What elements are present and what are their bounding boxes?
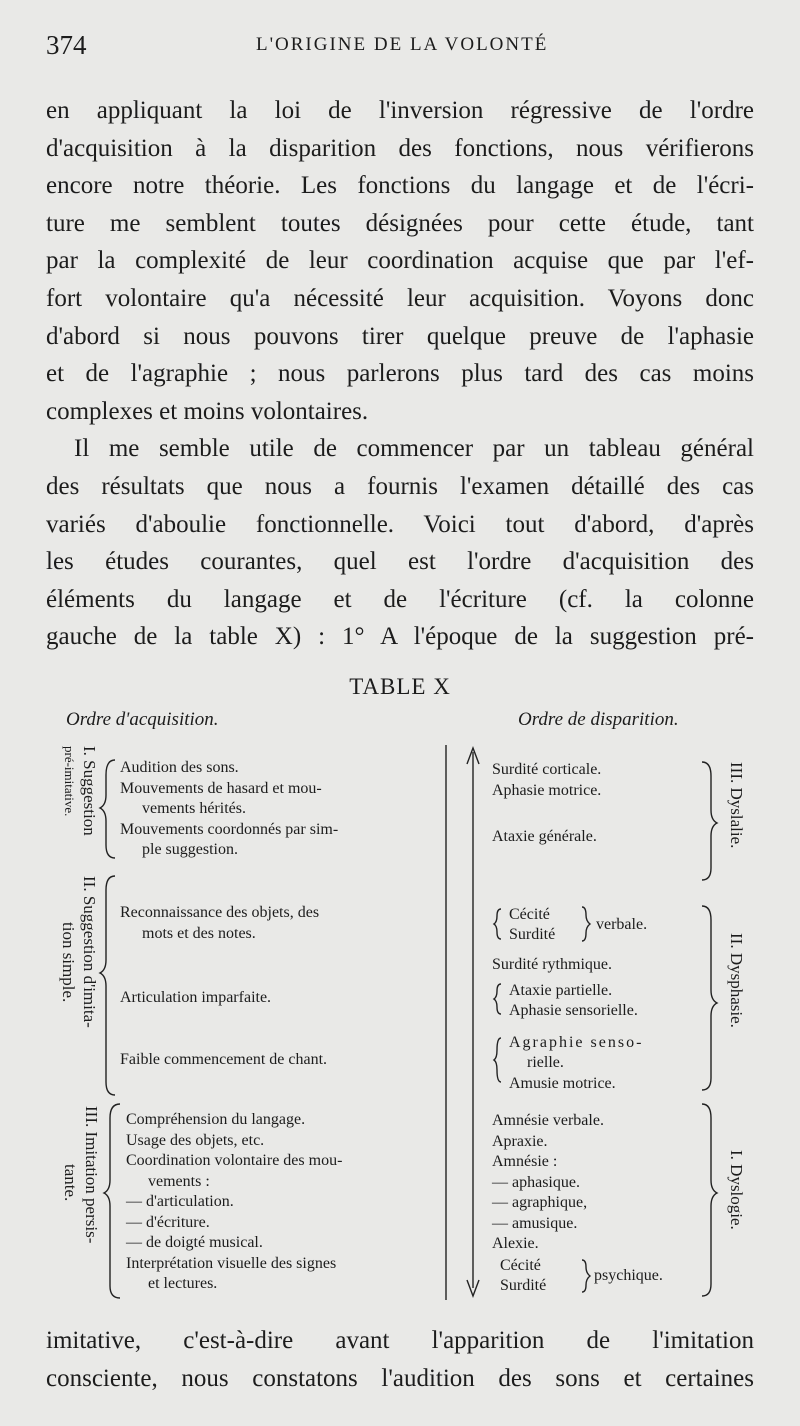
table-cell: Mouvements de hasard et mou-: [120, 779, 322, 797]
right-cecite-psy: Cécité: [500, 1257, 541, 1274]
text-line: complexes et moins volontaires.: [46, 397, 369, 425]
text-line: des résultats que nous a fournis l'examen détaillé des cas: [46, 472, 754, 500]
label-right-g3: I. Dyslogie.: [727, 1150, 746, 1230]
label-right-g1: III. Dyslalie.: [727, 762, 746, 849]
text-line: et de l'agraphie ; nous parlerons plus tard des cas moins: [46, 360, 754, 388]
table-cell: Compréhension du langage.: [126, 1111, 306, 1128]
table-cell: Interprétation visuelle des signes: [126, 1254, 337, 1272]
text-line: d'acquisition à la disparition des fonctions, nous vérifierons: [46, 134, 754, 162]
right-surdite: Surdité: [509, 926, 556, 943]
table-cell: Coordination volontaire des mou-: [126, 1152, 343, 1169]
right-group-1a: [492, 760, 601, 801]
small-brace: [494, 1038, 501, 1082]
brace-left-g1: [100, 760, 115, 858]
table-cell: Articulation imparfaite.: [120, 989, 272, 1006]
text-line: les études courantes, quel est l'ordre d'acquisition des: [46, 548, 754, 576]
right-agraphie: Agraphie senso-: [509, 1034, 644, 1051]
right-psychique: psychique.: [594, 1267, 663, 1284]
text-line: en appliquant la loi de l'inversion régressive de l'ordre: [46, 97, 754, 124]
right-agraphie-2: rielle.: [527, 1054, 564, 1071]
table-cell: ple suggestion.: [142, 841, 238, 858]
table-cell: — de doigté musical.: [126, 1234, 263, 1251]
label-g3-line1: III. Imitation persis-: [82, 1106, 101, 1244]
brace-left-g2: [100, 876, 115, 1095]
brace-left-g3: [104, 1104, 120, 1298]
left-group-2a: [120, 903, 319, 944]
table-cell: — agraphique,: [492, 1194, 588, 1211]
left-group-2b: [120, 988, 271, 1009]
right-group-3: [492, 1111, 604, 1255]
right-verbale: verbale.: [596, 916, 648, 933]
right-amusie: Amusie motrice.: [509, 1075, 616, 1092]
page-number: 374: [46, 30, 87, 60]
text-line: ture me semblent toutes désignées pour cette étude, tant: [46, 209, 754, 237]
label-g1-line1: I. Suggestion: [80, 746, 99, 836]
right-surdite-psy: Surdité: [500, 1277, 547, 1294]
brace-right-g1: [702, 762, 717, 880]
brace-right-g3: [702, 1104, 717, 1296]
table-cell: — d'articulation.: [126, 1193, 234, 1210]
table-cell: vements :: [148, 1172, 210, 1190]
right-cecite: Cécité: [509, 906, 550, 923]
table-cell: Aphasie motrice.: [492, 781, 602, 799]
left-group-3: [126, 1110, 342, 1295]
small-brace: [494, 909, 501, 939]
table-cell: — amusique.: [492, 1214, 578, 1232]
small-brace: [494, 984, 501, 1014]
text-line: par la complexité de leur coordination acquise que par l'ef-: [46, 247, 754, 275]
running-head: L'ORIGINE DE LA VOLONTÉ: [256, 34, 549, 55]
right-column-header: Ordre de disparition.: [518, 709, 679, 730]
table-cell: Surdité corticale.: [492, 761, 602, 778]
left-group-2c: [120, 1050, 327, 1071]
table-cell: mots et des notes.: [142, 924, 256, 942]
text-line: imitative, c'est-à-dire avant l'apparition de l'imitation: [46, 1327, 754, 1354]
left-column-header: Ordre d'acquisition.: [66, 709, 219, 730]
table-cell: vements hérités.: [142, 800, 246, 817]
text-line: gauche de la table X) : 1° A l'époque de la suggestion pré-: [46, 623, 754, 651]
table-title: TABLE X: [349, 674, 451, 699]
table-cell: Alexie.: [492, 1235, 539, 1252]
label-g1-line2: pré-imitative.: [62, 746, 77, 817]
table-cell: Ataxie générale.: [492, 828, 597, 845]
table-cell: Audition des sons.: [120, 759, 239, 776]
right-aphasie: Aphasie sensorielle.: [509, 1002, 638, 1019]
table-cell: — aphasique.: [492, 1173, 580, 1191]
table-cell: Faible commencement de chant.: [120, 1051, 328, 1068]
small-brace: [582, 907, 590, 941]
table-cell: et lectures.: [148, 1275, 218, 1292]
table-cell: Amnésie verbale.: [492, 1112, 604, 1129]
right-ataxie: Ataxie partielle.: [509, 982, 613, 999]
text-line: éléments du langage et de l'écriture (cf. la colonne: [46, 585, 754, 613]
table-cell: — d'écriture.: [126, 1213, 210, 1231]
table-cell: Reconnaissance des objets, des: [120, 904, 320, 921]
label-g2-line2: tion simple.: [59, 922, 78, 1003]
right-rythmique: Surdité rythmique.: [492, 956, 612, 973]
text-line: consciente, nous constatons l'audition des sons et certaines: [46, 1364, 754, 1392]
text-line: fort volontaire qu'a nécessité leur acquisition. Voyons donc: [46, 284, 754, 312]
table-cell: Mouvements coordonnés par sim-: [120, 820, 339, 838]
label-g2-line1: II. Suggestion d'imita-: [80, 876, 99, 1028]
text-line: variés d'aboulie fonctionnelle. Voici tout d'abord, d'après: [46, 510, 754, 538]
table-cell: Usage des objets, etc.: [126, 1131, 265, 1149]
table-cell: Apraxie.: [492, 1132, 548, 1150]
text-line: d'abord si nous pouvons tirer quelque preuve de l'aphasie: [46, 322, 754, 350]
text-line: encore notre théorie. Les fonctions du langage et de l'écri-: [46, 172, 754, 200]
right-group-1b: [492, 827, 597, 848]
label-g3-line2: tante.: [61, 1164, 80, 1202]
paragraph-bottom: [46, 1322, 754, 1397]
text-line: Il me semble utile de commencer par un tableau général: [74, 435, 754, 463]
label-right-g2: II. Dysphasie.: [727, 933, 746, 1028]
left-group-1: [120, 758, 338, 861]
table-cell: Amnésie :: [492, 1153, 558, 1170]
small-brace: [582, 1260, 590, 1292]
brace-right-g2: [702, 906, 717, 1090]
